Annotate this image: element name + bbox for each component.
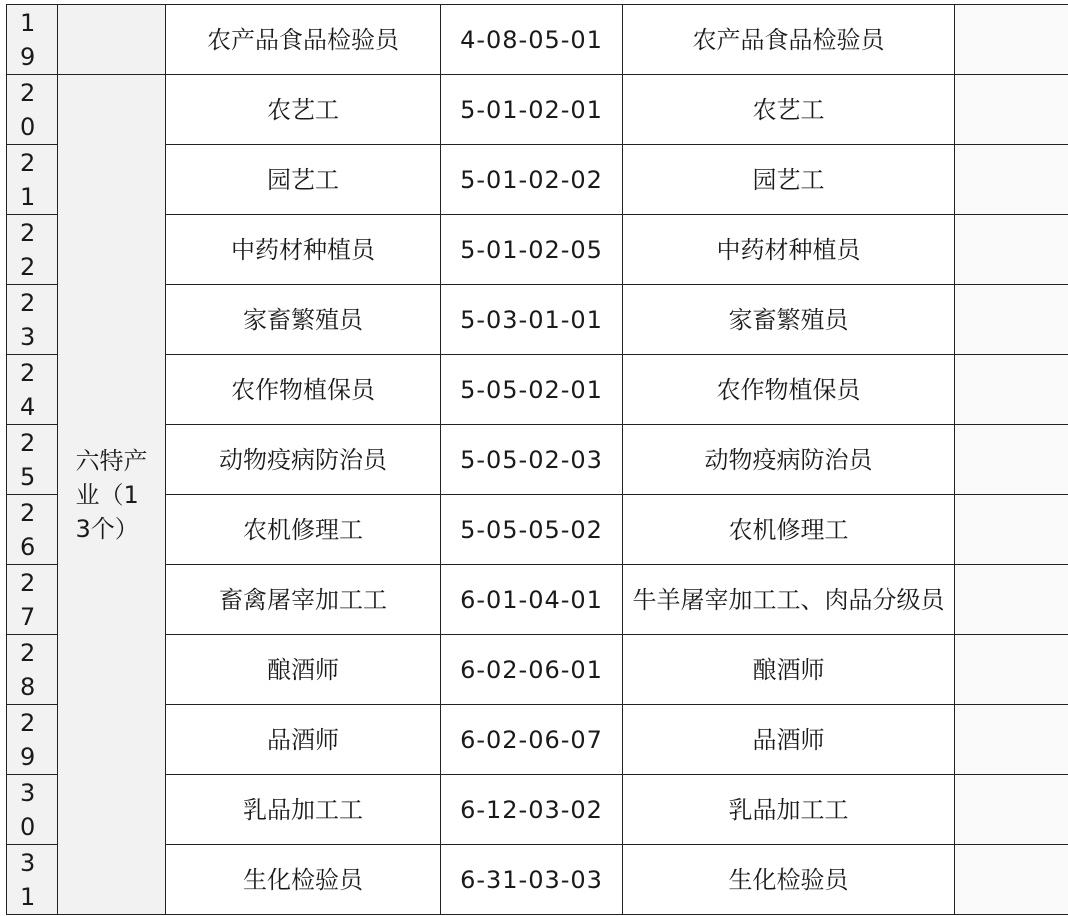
table-row — [7, 285, 1068, 355]
occupation-code-cell: 6-02-06-01 — [441, 635, 623, 705]
standard-name-cell: 农作物植保员 — [623, 355, 955, 425]
table-row — [7, 845, 1068, 915]
note-cell — [955, 5, 1068, 75]
occupation-name-cell: 中药材种植员 — [166, 215, 441, 285]
row-number-cell: 23 — [7, 285, 58, 355]
occupation-name-cell: 农机修理工 — [166, 495, 441, 565]
occupation-code-cell: 6-02-06-07 — [441, 705, 623, 775]
table-row — [7, 635, 1068, 705]
row-number-cell: 27 — [7, 565, 58, 635]
note-cell — [955, 145, 1068, 215]
row-number-cell: 31 — [7, 845, 58, 915]
occupation-name-cell: 动物疫病防治员 — [166, 425, 441, 495]
table-row — [7, 5, 1068, 75]
occupation-code-cell: 4-08-05-01 — [441, 5, 623, 75]
occupation-name-cell: 生化检验员 — [166, 845, 441, 915]
table-row — [7, 425, 1068, 495]
note-cell — [955, 355, 1068, 425]
note-cell — [955, 635, 1068, 705]
row-number-cell: 30 — [7, 775, 58, 845]
category-cell — [58, 5, 166, 75]
standard-name-cell: 乳品加工工 — [623, 775, 955, 845]
category-label: 六特产业（13个） — [75, 446, 148, 543]
note-cell — [955, 705, 1068, 775]
row-number-cell: 24 — [7, 355, 58, 425]
occupation-code-cell: 5-01-02-01 — [441, 75, 623, 145]
note-cell — [955, 775, 1068, 845]
occupation-code-cell: 6-12-03-02 — [441, 775, 623, 845]
table-row — [7, 775, 1068, 845]
occupation-name-cell: 家畜繁殖员 — [166, 285, 441, 355]
note-cell — [955, 495, 1068, 565]
standard-name-cell: 中药材种植员 — [623, 215, 955, 285]
table-row — [7, 75, 1068, 145]
occupation-code-cell: 5-01-02-05 — [441, 215, 623, 285]
standard-name-cell: 生化检验员 — [623, 845, 955, 915]
occupation-code-cell: 6-31-03-03 — [441, 845, 623, 915]
standard-name-cell: 家畜繁殖员 — [623, 285, 955, 355]
table-row — [7, 565, 1068, 635]
table-row — [7, 145, 1068, 215]
standard-name-cell: 牛羊屠宰加工工、肉品分级员 — [623, 565, 955, 635]
occupation-code-cell: 5-05-02-01 — [441, 355, 623, 425]
row-number-cell: 20 — [7, 75, 58, 145]
table-row — [7, 705, 1068, 775]
note-cell — [955, 565, 1068, 635]
table-row — [7, 495, 1068, 565]
occupation-code-cell: 5-05-02-03 — [441, 425, 623, 495]
standard-name-cell: 品酒师 — [623, 705, 955, 775]
occupation-code-cell: 6-01-04-01 — [441, 565, 623, 635]
standard-name-cell: 园艺工 — [623, 145, 955, 215]
note-cell — [955, 285, 1068, 355]
standard-name-cell: 动物疫病防治员 — [623, 425, 955, 495]
occupation-name-cell: 酿酒师 — [166, 635, 441, 705]
occupation-code-cell: 5-05-05-02 — [441, 495, 623, 565]
row-number-cell: 19 — [7, 5, 58, 75]
occupation-name-cell: 农产品食品检验员 — [166, 5, 441, 75]
row-number-cell: 29 — [7, 705, 58, 775]
note-cell — [955, 845, 1068, 915]
standard-name-cell: 农艺工 — [623, 75, 955, 145]
row-number-cell: 25 — [7, 425, 58, 495]
row-number-cell: 22 — [7, 215, 58, 285]
note-cell — [955, 75, 1068, 145]
row-number-cell: 21 — [7, 145, 58, 215]
category-cell — [58, 75, 166, 915]
occupation-code-cell: 5-01-02-02 — [441, 145, 623, 215]
standard-name-cell: 酿酒师 — [623, 635, 955, 705]
occupation-name-cell: 园艺工 — [166, 145, 441, 215]
standard-name-cell: 农机修理工 — [623, 495, 955, 565]
occupation-table — [6, 4, 1068, 915]
occupation-code-cell: 5-03-01-01 — [441, 285, 623, 355]
row-number-cell: 26 — [7, 495, 58, 565]
row-number-cell: 28 — [7, 635, 58, 705]
occupation-name-cell: 畜禽屠宰加工工 — [166, 565, 441, 635]
standard-name-cell: 农产品食品检验员 — [623, 5, 955, 75]
table-row — [7, 215, 1068, 285]
note-cell — [955, 425, 1068, 495]
occupation-name-cell: 农作物植保员 — [166, 355, 441, 425]
occupation-name-cell: 品酒师 — [166, 705, 441, 775]
occupation-name-cell: 乳品加工工 — [166, 775, 441, 845]
note-cell — [955, 215, 1068, 285]
table-row — [7, 355, 1068, 425]
occupation-name-cell: 农艺工 — [166, 75, 441, 145]
